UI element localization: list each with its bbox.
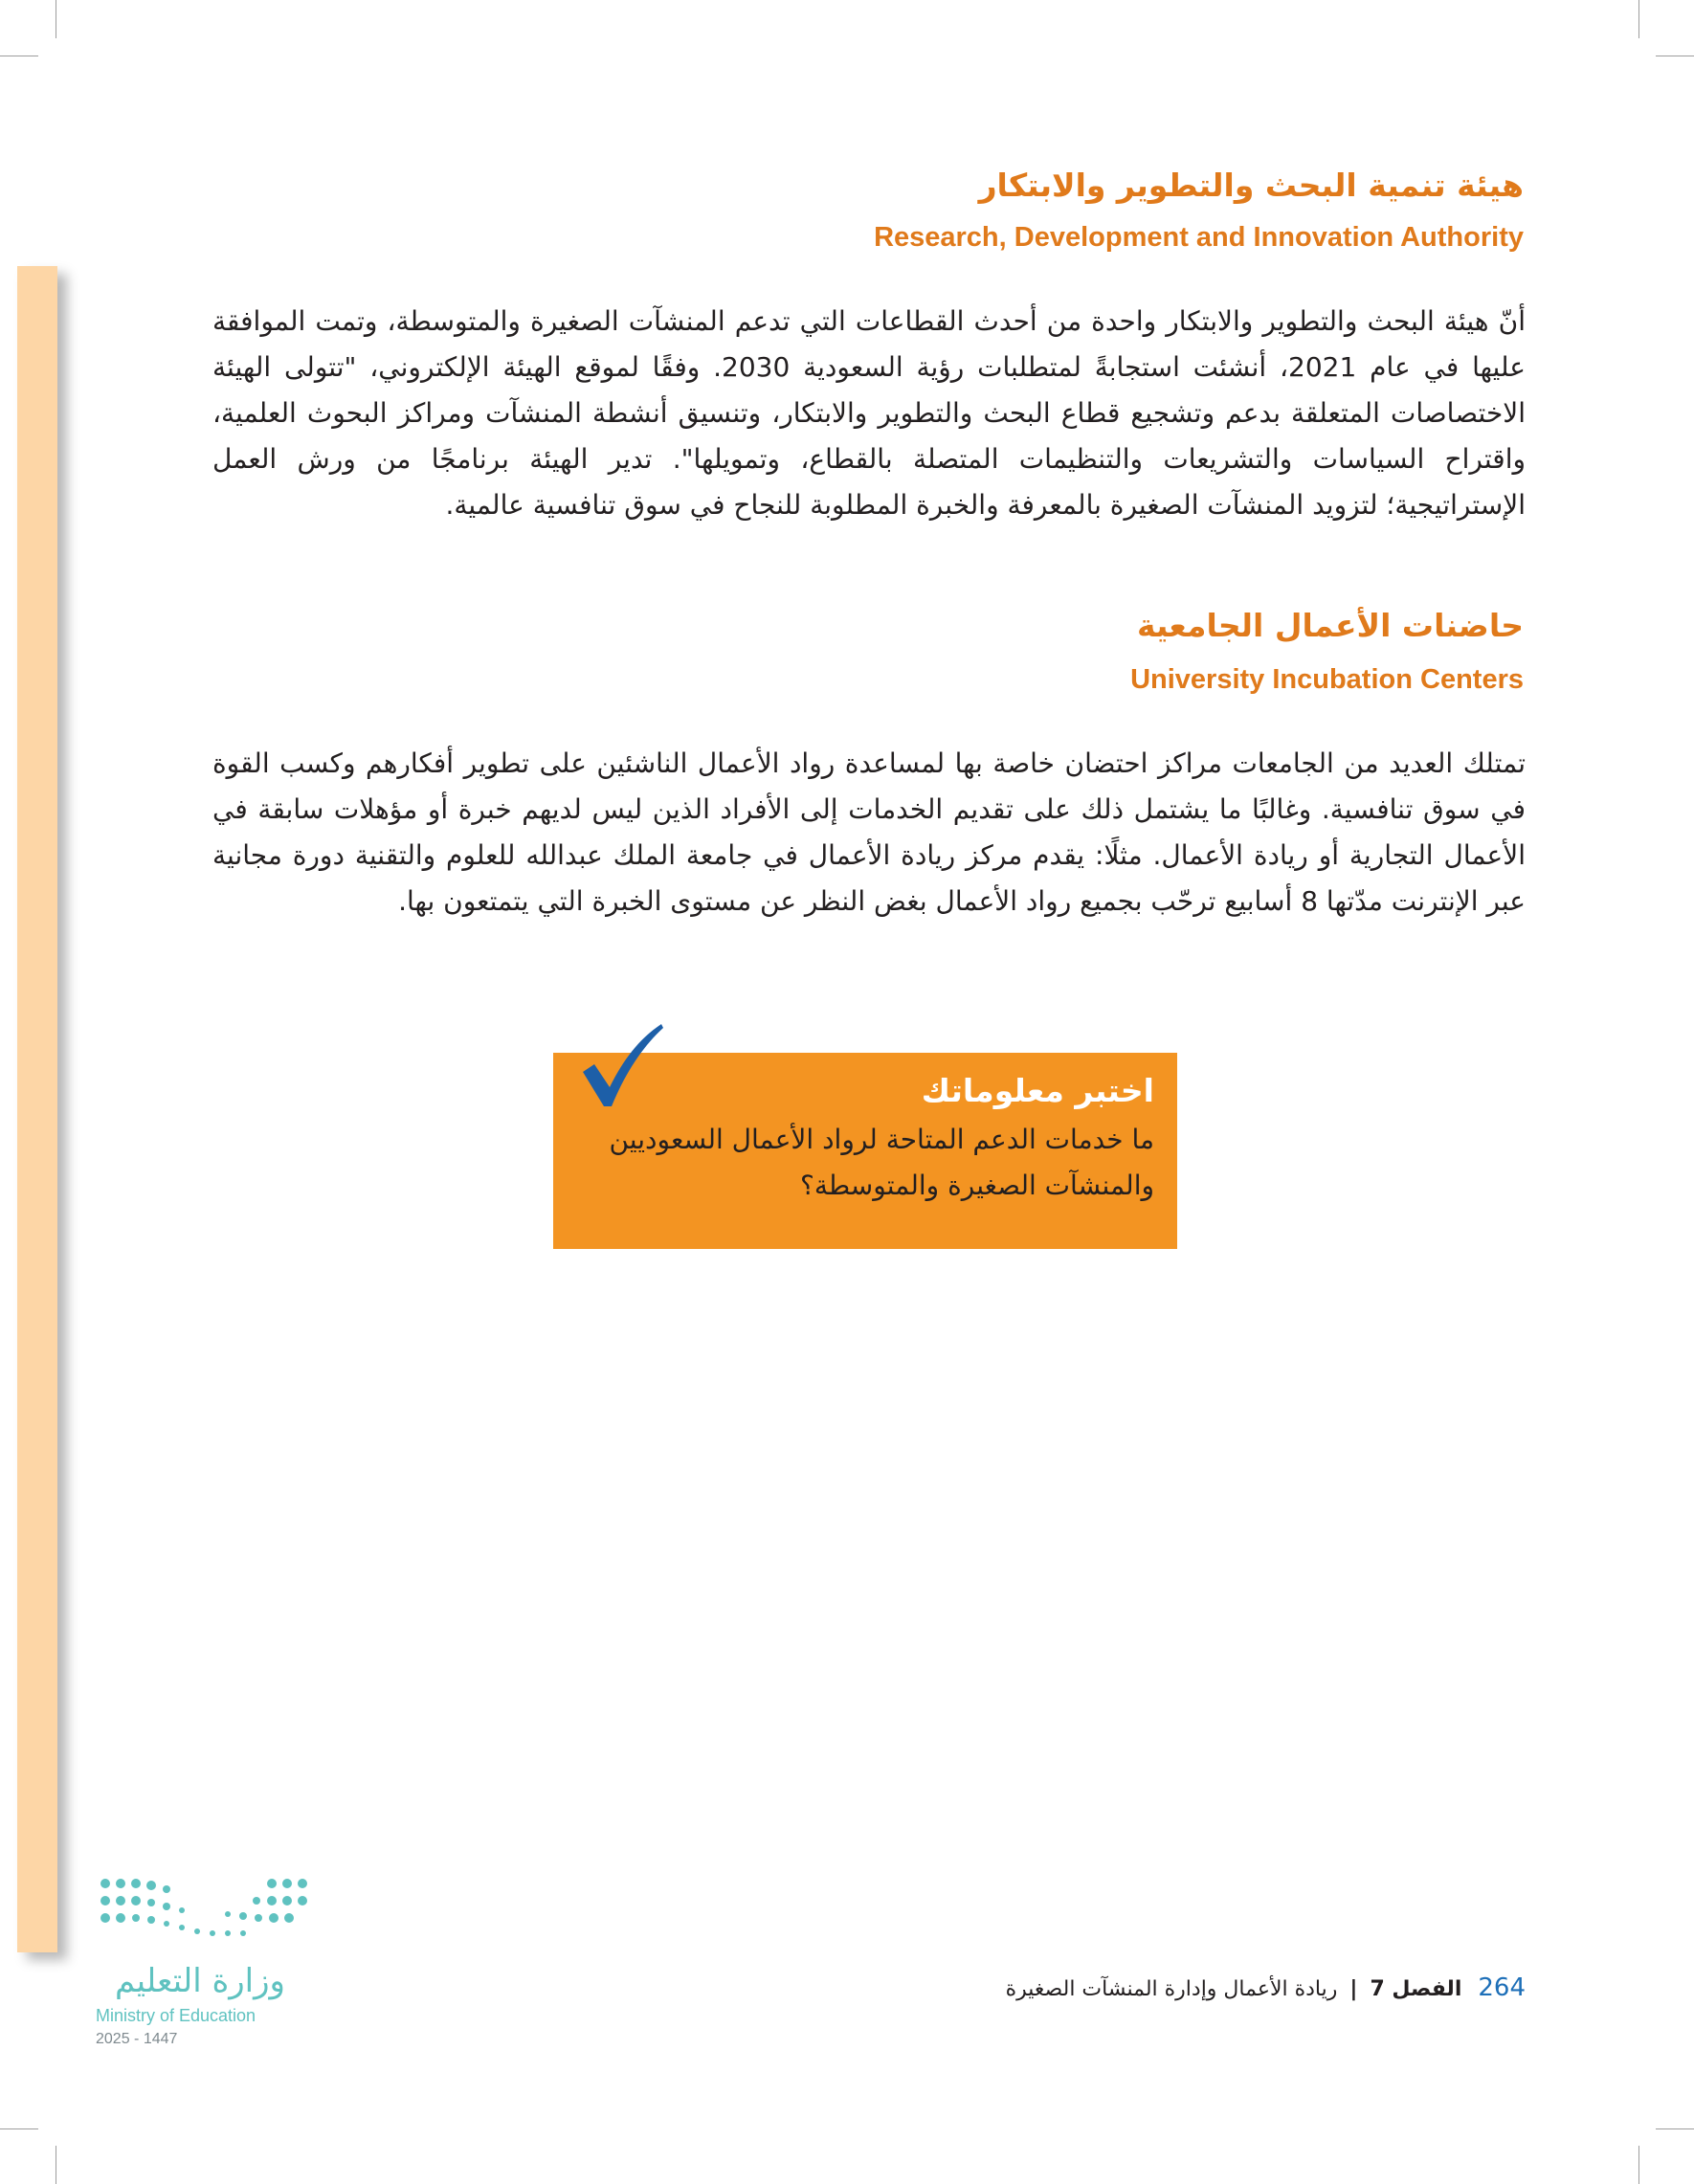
section-title-rdi-en: Research, Development and Innovation Authority bbox=[874, 222, 1524, 253]
page-number: 264 bbox=[1478, 1973, 1526, 2002]
chapter-label: الفصل 7 bbox=[1370, 1977, 1462, 2001]
paragraph-incubation: تمتلك العديد من الجامعات مراكز احتضان خاصة بها لمساعدة رواد الأعمال الناشئين على تطوير أفكارهم وكسب القوة في سوق تنافسية. وغالبًا ما يشتمل ذلك على تقديم الخدمات إلى الأفراد الذين ليس لديهم خبرة أو مؤهلات سابقة في الأعمال التجارية أو ريادة الأعمال. مثلًا: يقدم مركز ريادة الأعمال في جامعة الملك عبدالله للعلوم والتقنية دورة مجانية عبر الإنترنت مدّتها 8 أسابيع ترحّب بجميع رواد الأعمال بغض النظر عن مستوى الخبرة التي يتمتعون بها. bbox=[212, 747, 1526, 917]
crop-mark bbox=[1638, 2146, 1639, 2184]
section-title-incubation-ar: حاضنات الأعمال الجامعية bbox=[1136, 607, 1524, 644]
paragraph-rdi: أنّ هيئة البحث والتطوير والابتكار واحدة من أحدث القطاعات التي تدعم المنشآت الصغيرة والمتوسطة، وتمت الموافقة عليها في عام 2021، أنشئت استجابةً لمتطلبات رؤية السعودية 2030. وفقًا لموقع الهيئة الإلكتروني، "تتولى الهيئة الاختصاصات المتعلقة بدعم وتشجيع قطاع البحث والتطوير والابتكار، وتنسيق أنشطة المنشآت ومراكز البحوث العلمية، واقتراح السياسات والتشريعات والتنظيمات المتصلة بالقطاع، وتمويلها". تدير الهيئة برنامجًا من ورش العمل الإستراتيجية؛ لتزويد المنشآت الصغيرة بالمعرفة والخبرة المطلوبة للنجاح في سوق تنافسية عالمية. bbox=[212, 305, 1526, 521]
crop-mark bbox=[1656, 2128, 1694, 2129]
book-title: ريادة الأعمال وإدارة المنشآت الصغيرة bbox=[1005, 1977, 1338, 2001]
footer-separator: | bbox=[1349, 1977, 1358, 2001]
quiz-title: اختبر معلوماتك bbox=[921, 1072, 1154, 1109]
crop-mark bbox=[1638, 0, 1639, 38]
crop-mark bbox=[0, 2128, 38, 2129]
checkmark-icon bbox=[579, 1022, 665, 1108]
section-title-rdi-ar: هيئة تنمية البحث والتطوير والابتكار bbox=[978, 167, 1524, 204]
logo-name-en: Ministry of Education bbox=[96, 2006, 256, 2025]
quiz-question bbox=[576, 1117, 1154, 1209]
side-strip bbox=[17, 266, 57, 1952]
logo-year: 2025 - 1447 bbox=[96, 2031, 178, 2047]
page-footer bbox=[1006, 1973, 1526, 2002]
quiz-question-line-2: والمنشآت الصغيرة والمتوسطة؟ bbox=[799, 1170, 1154, 1201]
quiz-question-line-1: ما خدمات الدعم المتاحة لرواد الأعمال السعوديين bbox=[609, 1124, 1154, 1155]
section-title-incubation-en: University Incubation Centers bbox=[1130, 664, 1524, 695]
ministry-logo bbox=[94, 1866, 323, 2096]
logo-name-ar: وزارة التعليم bbox=[115, 1962, 285, 2000]
